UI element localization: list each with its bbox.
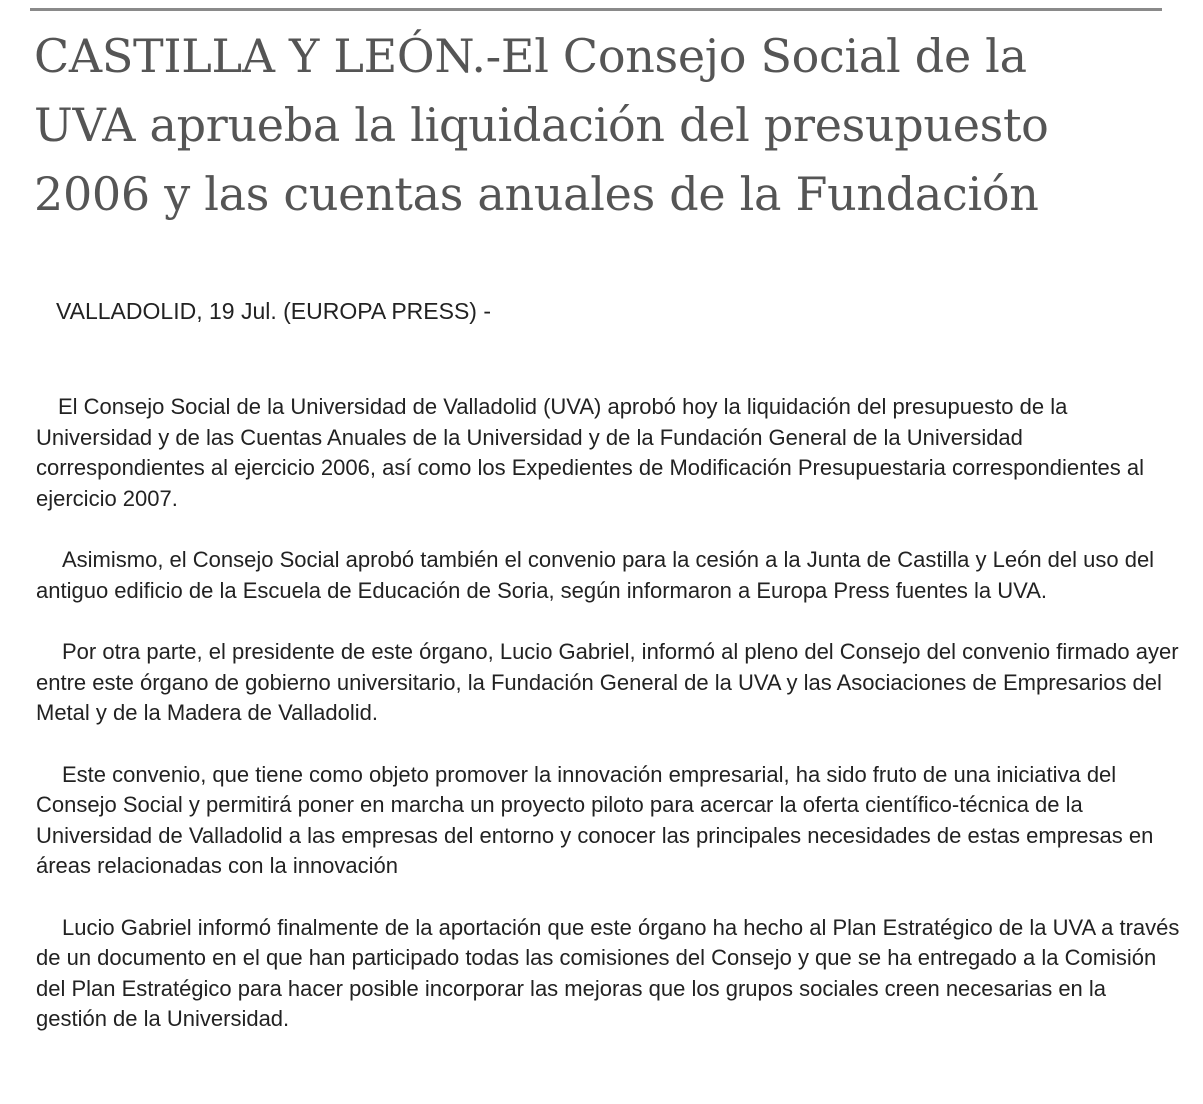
paragraph-2: Asimismo, el Consejo Social aprobó también el convenio para la cesión a la Junta de Castilla y León del uso del antiguo edificio de la Escuela de Educación de Soria, según informaron a Europa Press fuentes la UVA.: [36, 547, 1155, 603]
dateline: VALLADOLID, 19 Jul. (EUROPA PRESS) -: [56, 298, 492, 324]
headline: [34, 22, 1174, 229]
headline-line-2: UVA aprueba la liquidación del presupuesto: [34, 98, 1049, 152]
paragraph-1: El Consejo Social de la Universidad de Valladolid (UVA) aprobó hoy la liquidación del presupuesto de la Universidad y de las Cuentas Anuales de la Universidad y de la Fundación General de la Universidad correspondientes al ejercicio 2006, así como los Expedientes de Modificación Presupuestaria correspondientes al ejercicio 2007.: [36, 394, 1144, 511]
paragraph-3: Por otra parte, el presidente de este órgano, Lucio Gabriel, informó al pleno del Consejo del convenio firmado ayer entre este órgano de gobierno universitario, la Fundación General de la UVA y las Asociaciones de Empresarios del Metal y de la Madera de Valladolid.: [36, 639, 1179, 725]
headline-line-3: 2006 y las cuentas anuales de la Fundación: [34, 167, 1039, 221]
paragraph-4: Este convenio, que tiene como objeto promover la innovación empresarial, ha sido fruto de una iniciativa del Consejo Social y permitirá poner en marcha un proyecto piloto para acercar la oferta científico-técnica de la Universidad de Valladolid a las empresas del entorno y conocer las principales necesidades de estas empresas en áreas relacionadas con la innovación: [36, 761, 1154, 878]
headline-line-1: CASTILLA Y LEÓN.-El Consejo Social de la: [34, 29, 1027, 83]
paragraph-5: Lucio Gabriel informó finalmente de la aportación que este órgano ha hecho al Plan Estratégico de la UVA a través de un documento en el que han participado todas las comisiones del Consejo y que se ha entregado a la Comisión del Plan Estratégico para hacer posible incorporar las mejoras que los grupos sociales creen necesarias en la gestión de la Universidad.: [36, 914, 1180, 1031]
top-rule: [30, 8, 1162, 11]
article-body: [36, 392, 1181, 1066]
